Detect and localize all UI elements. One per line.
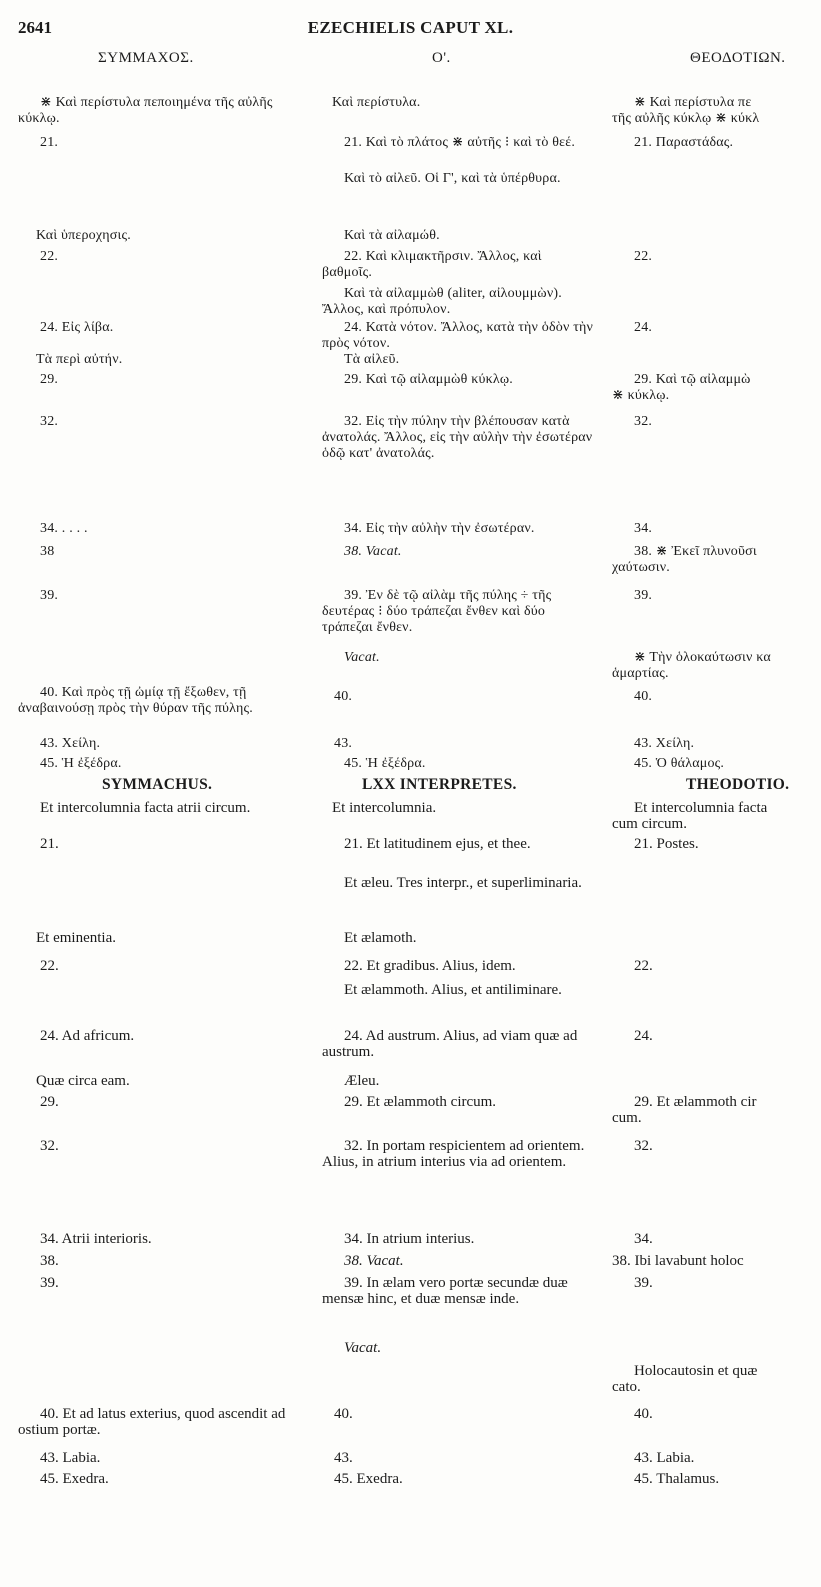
latin-passage: Et intercolumnia facta atrii circum.	[40, 800, 251, 816]
verse-40: 40.	[634, 1406, 653, 1422]
latin-header-theodotio: THEODOTIO.	[686, 776, 790, 793]
verse-32: 32.	[40, 1138, 59, 1154]
verse-38: 38. ⋇ Ἐκεῖ πλυνοῦσι	[634, 544, 757, 559]
page-title: EZECHIELIS CAPUT XL.	[307, 18, 514, 37]
greek-passage: Καὶ τὰ αἰλαμμὼθ (aliter, αἰλουμμὼν). Ἄλλος, καὶ πρόπυλον.	[322, 286, 562, 317]
verse-39: 39.	[40, 1275, 59, 1291]
verse-32: 32.	[634, 1138, 653, 1154]
latin-passage: cum circum.	[612, 816, 687, 832]
verse-38: 38. Ibi lavabunt holoc	[612, 1253, 744, 1269]
greek-passage: χαύτωσιν.	[612, 560, 670, 575]
verse-43: 43.	[334, 1450, 353, 1466]
verse-40: 40.	[334, 1406, 353, 1422]
verse-45: 45. Ἡ ἐξέδρα.	[344, 756, 426, 771]
verse-45: 45. Ἡ ἐξέδρα.	[40, 756, 122, 771]
verse-21: 21.	[40, 135, 59, 150]
verse-21: 21. Παραστάδας.	[634, 135, 734, 150]
latin-header-lxx: LXX INTERPRETES.	[362, 776, 517, 793]
verse-43: 43. Labia.	[40, 1450, 101, 1466]
verse-45: 45. Exedra.	[40, 1471, 109, 1487]
latin-passage: Et intercolumnia.	[332, 800, 437, 816]
verse-34: 34. Εἰς τὴν αὐλὴν τὴν ἐσωτέραν.	[344, 521, 535, 536]
latin-passage: cum.	[612, 1110, 642, 1126]
latin-passage: Et eminentia.	[36, 930, 116, 946]
greek-passage: ἁμαρτίας.	[612, 666, 669, 681]
page-number: 2641	[18, 18, 52, 37]
verse-38: 38.	[40, 1253, 59, 1269]
vacat-note: Vacat.	[344, 1340, 382, 1356]
verse-38: 38. Vacat.	[344, 1253, 404, 1269]
verse-34: 34. In atrium interius.	[344, 1231, 475, 1247]
greek-passage: ⋇ Καὶ περίστυλα πεποιημένα τῆς αὐλῆς κύκλῳ.	[18, 95, 273, 126]
greek-passage: τῆς αὐλῆς κύκλῳ ⋇ κύκλ	[612, 111, 760, 126]
verse-24: 24. Ad africum.	[40, 1028, 135, 1044]
verse-22: 22.	[634, 249, 653, 264]
verse-39: 39.	[634, 588, 653, 603]
verse-21: 21. Καὶ τὸ πλάτος ⋇ αὐτῆς ⁝ καὶ τὸ θεέ.	[344, 135, 576, 150]
greek-passage: Τὰ αἰλεῦ.	[344, 352, 400, 367]
verse-43: 43.	[334, 736, 353, 751]
latin-passage: Holocautosin et quæ	[634, 1363, 758, 1379]
latin-passage: Et ælammoth. Alius, et antiliminare.	[344, 982, 562, 998]
verse-24: 24. Εἰς λίβα.	[40, 320, 114, 335]
verse-29: 29.	[40, 1094, 59, 1110]
verse-45: 45. Thalamus.	[634, 1471, 720, 1487]
greek-passage: ⋇ Καὶ περίστυλα πε	[634, 95, 752, 110]
verse-39: 39. Ἐν δὲ τῷ αἰλὰμ τῆς πύλης ÷ τῆς δευτέρας ⁝ δύο τράπεζαι ἔνθεν καὶ δύο τράπεζαι ἔνθεν.	[322, 588, 552, 635]
vacat-note: Vacat.	[344, 650, 380, 665]
latin-passage: Quæ circa eam.	[36, 1073, 130, 1089]
verse-22: 22.	[40, 249, 59, 264]
latin-passage: Et intercolumnia facta	[634, 800, 768, 816]
verse-24: 24. Ad austrum. Alius, ad viam quæ ad austrum.	[322, 1028, 578, 1060]
verse-38: 38. Vacat.	[344, 544, 402, 559]
greek-header-theodotion: ΘΕΟΔΟΤΙΩΝ.	[690, 50, 786, 66]
verse-39: 39. In ælam vero portæ secundæ duæ mensæ hinc, et duæ mensæ inde.	[322, 1275, 568, 1307]
verse-24: 24. Κατὰ νότον. Ἄλλος, κατὰ τὴν ὁδὸν τὴν πρὸς νότον.	[322, 320, 594, 351]
verse-32: 32.	[40, 414, 59, 429]
verse-21: 21.	[40, 836, 59, 852]
verse-24: 24.	[634, 320, 653, 335]
verse-32: 32. In portam respicientem ad orientem. Alius, in atrium interius via ad orientem.	[322, 1138, 585, 1170]
verse-39: 39.	[634, 1275, 653, 1291]
latin-passage: Et æleu. Tres interpr., et superliminaria.	[344, 875, 582, 891]
verse-22: 22. Et gradibus. Alius, idem.	[344, 958, 516, 974]
greek-header-symmachus: ΣΥΜΜΑΧΟΣ.	[98, 50, 194, 66]
verse-40: 40. Et ad latus exterius, quod ascendit ad ostium portæ.	[18, 1406, 286, 1438]
verse-40: 40.	[334, 689, 353, 704]
verse-34: 34.	[634, 521, 653, 536]
latin-passage: Æleu.	[344, 1073, 380, 1089]
verse-34: 34.	[634, 1231, 653, 1247]
verse-38: 38	[40, 544, 55, 559]
greek-passage: ⋇ κύκλῳ.	[612, 388, 670, 403]
latin-passage: Et ælamoth.	[344, 930, 417, 946]
verse-29: 29. Et ælammoth cir	[634, 1094, 757, 1110]
verse-29: 29. Et ælammoth circum.	[344, 1094, 497, 1110]
greek-passage: Καὶ περίστυλα.	[332, 95, 421, 110]
verse-40: 40. Καὶ πρὸς τῇ ὠμίᾳ τῇ ἔξωθεν, τῇ ἀναβαινούσῃ πρὸς τὴν θύραν τῆς πύλης.	[18, 685, 253, 716]
verse-43: 43. Χείλη.	[634, 736, 695, 751]
greek-passage: Τὰ περὶ αὐτήν.	[36, 352, 123, 367]
greek-passage: Καὶ τὸ αἰλεῦ. Οἱ Γ', καὶ τὰ ὑπέρθυρα.	[344, 171, 561, 186]
verse-29: 29. Καὶ τῷ αἰλαμμὼθ κύκλῳ.	[344, 372, 513, 387]
verse-45: 45. Exedra.	[334, 1471, 403, 1487]
verse-43: 43. Χείλη.	[40, 736, 101, 751]
verse-24: 24.	[634, 1028, 653, 1044]
verse-32: 32. Εἰς τὴν πύλην τὴν βλέπουσαν κατὰ ἀνατολάς. Ἄλλος, εἰς τὴν αὐλὴν τὴν ἐσωτέραν ὁδῷ κατ' ἀνατολάς.	[322, 414, 593, 461]
greek-passage: Καὶ τὰ αἰλαμώθ.	[344, 228, 440, 243]
latin-passage: cato.	[612, 1379, 641, 1395]
verse-40: 40.	[634, 689, 653, 704]
verse-21: 21. Et latitudinem ejus, et thee.	[344, 836, 531, 852]
greek-passage: ⋇ Τὴν ὁλοκαύτωσιν κα	[634, 650, 771, 665]
verse-21: 21. Postes.	[634, 836, 699, 852]
verse-45: 45. Ὁ θάλαμος.	[634, 756, 725, 771]
latin-header-symmachus: SYMMACHUS.	[102, 776, 213, 793]
verse-32: 32.	[634, 414, 653, 429]
greek-header-lxx: Ο'.	[432, 50, 451, 66]
greek-passage: Καὶ ὑπεροχησις.	[36, 228, 131, 243]
verse-22: 22.	[634, 958, 653, 974]
verse-29: 29. Καὶ τῷ αἰλαμμὼ	[634, 372, 751, 387]
verse-39: 39.	[40, 588, 59, 603]
verse-29: 29.	[40, 372, 59, 387]
verse-22: 22. Καὶ κλιμακτῆρσιν. Ἄλλος, καὶ βαθμοῖς.	[322, 249, 542, 280]
verse-34: 34. Atrii interioris.	[40, 1231, 152, 1247]
verse-22: 22.	[40, 958, 59, 974]
verse-34: 34. . . . .	[40, 521, 88, 536]
running-header	[0, 18, 821, 42]
verse-43: 43. Labia.	[634, 1450, 695, 1466]
